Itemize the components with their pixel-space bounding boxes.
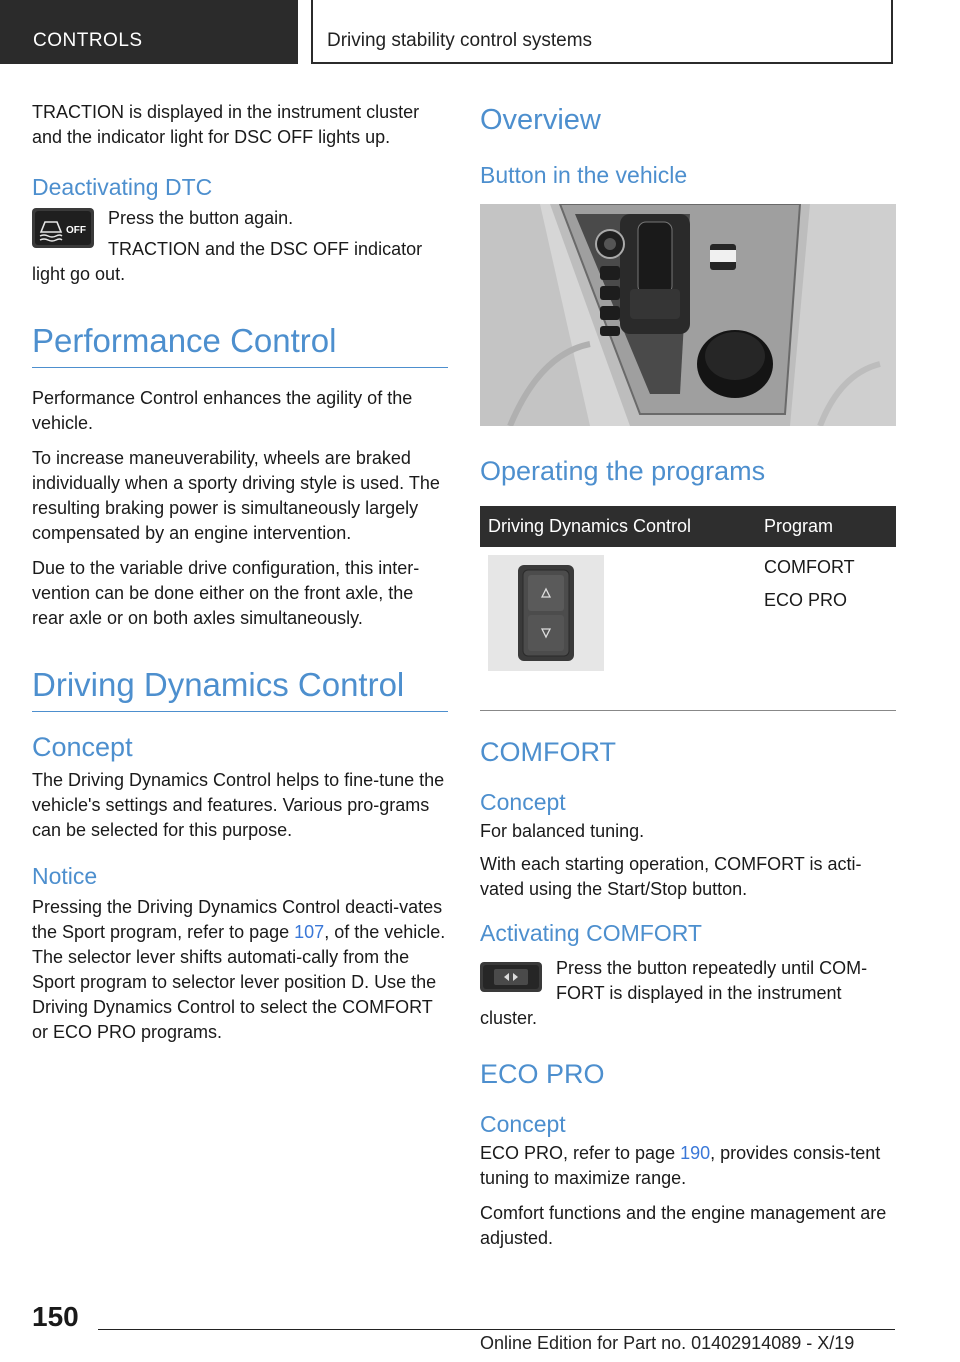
table-header-program: Program (756, 506, 896, 547)
eco-pro-p1: ECO PRO, refer to page 190, provides consis-tent tuning to maximize range. (480, 1143, 881, 1188)
dtc-step-result: TRACTION and the DSC OFF indicator light go out. (32, 239, 423, 284)
performance-control-p2: To increase maneuverability, wheels are braked individually when a sporty driving style is used. The resulting braking power is simultaneously largely compensated by an engine intervention. (32, 448, 440, 543)
operating-programs-heading: Operating the programs (480, 456, 766, 486)
header-chapter-label: Driving stability control systems (327, 30, 593, 51)
performance-control-rule (32, 367, 448, 368)
programs-table (480, 506, 896, 711)
dd-notice-heading: Notice (32, 863, 98, 889)
comfort-p1: For balanced tuning. (480, 821, 645, 841)
programs-cell (756, 547, 896, 711)
intro-paragraph: TRACTION is displayed in the instrument cluster and the indicator light for DSC OFF lights up. (32, 102, 420, 147)
driving-dynamics-rule (32, 711, 448, 712)
footer-edition: Online Edition for Part no. 01402914089 - X/19 (480, 1333, 855, 1353)
activating-comfort-text: Press the button repeatedly until COM-FORT is displayed in the instrument cluster. (480, 958, 868, 1028)
performance-control-heading: Performance Control (32, 322, 337, 359)
page-link-190[interactable]: 190 (680, 1143, 711, 1163)
dd-switch-cell (480, 547, 756, 711)
performance-control-p1: Performance Control enhances the agility of the vehicle. (32, 388, 413, 433)
eco-pro-p2: Comfort functions and the engine management are adjusted. (480, 1203, 887, 1248)
comfort-concept-heading: Concept (480, 789, 566, 815)
center-console-illustration (480, 204, 896, 426)
dtc-step-press: Press the button again. (108, 208, 294, 228)
eco-pro-concept-heading: Concept (480, 1111, 566, 1137)
mode-switch-button-icon (480, 962, 542, 992)
overview-heading: Overview (480, 104, 601, 136)
deactivating-dtc-block (32, 206, 448, 287)
svg-text:OFF: OFF (66, 225, 86, 236)
program-eco-pro: ECO PRO (764, 590, 848, 610)
deactivating-dtc-heading: Deactivating DTC (32, 174, 213, 200)
comfort-p2: With each starting operation, COMFORT is acti-vated using the Start/Stop button. (480, 854, 862, 899)
header-section-label: CONTROLS (33, 30, 143, 51)
left-column (32, 100, 448, 1055)
page-link-107[interactable]: 107 (294, 922, 325, 942)
dd-concept-heading: Concept (32, 732, 133, 762)
dd-concept-text: The Driving Dynamics Control helps to fine-tune the vehicle's settings and features. Various pro-grams can be selected for this purpose. (32, 770, 445, 840)
table-row (480, 547, 896, 711)
driving-dynamics-heading: Driving Dynamics Control (32, 666, 405, 703)
dsc-off-button-icon (32, 208, 94, 248)
page-number: 150 (32, 1301, 79, 1332)
driving-dynamics-switch-icon (488, 555, 604, 671)
activating-comfort-heading: Activating COMFORT (480, 920, 702, 946)
eco-pro-heading: ECO PRO (480, 1059, 605, 1089)
table-header-control: Driving Dynamics Control (480, 506, 756, 547)
center-console-photo (480, 204, 896, 426)
comfort-heading: COMFORT (480, 737, 616, 767)
footer-rule (98, 1329, 895, 1330)
dd-notice-text: Pressing the Driving Dynamics Control deacti-vates the Sport program, refer to page 107, of the vehicle. The selector lever shifts automati-cally from the Sport program to selector lever position D. Use the Driving Dynamics Control to select the COMFORT or ECO PRO programs. (32, 897, 446, 1042)
header-chapter-tab (311, 0, 893, 64)
performance-control-p3: Due to the variable drive configuration, this inter-vention can be done either on the front axle, the rear axle or on both axles simultaneously. (32, 558, 420, 628)
button-in-vehicle-heading: Button in the vehicle (480, 162, 688, 188)
right-column (480, 100, 896, 1261)
activating-comfort-block (480, 956, 896, 1031)
program-comfort: COMFORT (764, 557, 855, 577)
header-section-tab (0, 0, 298, 64)
